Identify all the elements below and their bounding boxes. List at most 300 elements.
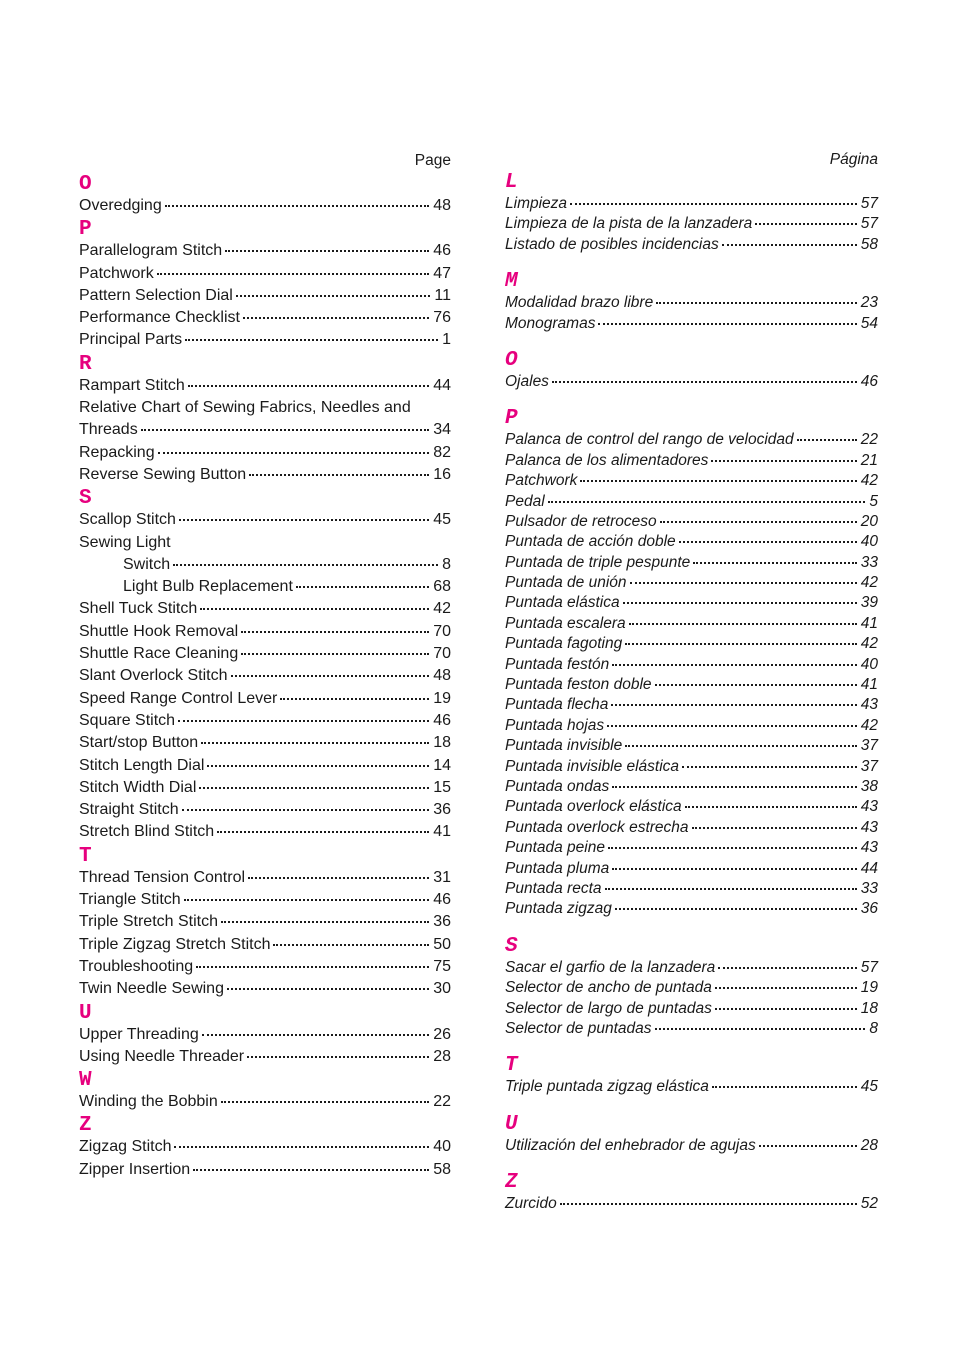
- index-entry: [79, 598, 451, 620]
- dot-leader: [182, 809, 430, 811]
- entry-page-number: 37: [860, 737, 878, 755]
- entry-page-number: 68: [433, 578, 451, 596]
- entry-page-number: 14: [433, 756, 451, 774]
- entry-page-number: 39: [860, 594, 878, 612]
- dot-leader: [612, 664, 856, 666]
- index-entry: [505, 1136, 878, 1156]
- entry-page-number: 8: [442, 555, 451, 573]
- entry-page-number: 44: [433, 376, 451, 394]
- index-entry: [79, 285, 451, 307]
- dot-leader: [221, 1101, 429, 1103]
- entry-page-number: 38: [860, 777, 878, 795]
- section-letter: M: [505, 270, 518, 294]
- index-entry: [79, 732, 451, 754]
- index-entry: [79, 777, 451, 799]
- entry-page-number: 22: [860, 431, 878, 449]
- entry-page-number: 48: [433, 667, 451, 685]
- index-section: [79, 172, 451, 217]
- entry-page-number: 41: [860, 676, 878, 694]
- index-entry: [79, 442, 451, 464]
- dot-leader: [715, 987, 857, 989]
- entry-text: Puntada overlock estrecha: [505, 818, 689, 836]
- index-entry: [79, 419, 451, 441]
- dot-leader: [612, 868, 856, 870]
- entry-page-number: 76: [433, 309, 451, 327]
- dot-leader: [623, 602, 857, 604]
- index-column-spanish: [505, 150, 878, 1214]
- entry-text: Puntada flecha: [505, 696, 609, 714]
- dot-leader: [715, 1008, 857, 1010]
- entry-page-number: 43: [860, 696, 878, 714]
- index-entry: [505, 958, 878, 978]
- dot-leader: [548, 501, 866, 503]
- index-entry: [505, 512, 878, 532]
- index-entry: [505, 451, 878, 471]
- dot-leader: [625, 745, 857, 747]
- entry-text: Puntada zigzag: [505, 900, 612, 918]
- index-entry: [505, 1194, 878, 1214]
- index-entry: [79, 195, 451, 217]
- entry-text: Threads: [79, 421, 138, 439]
- entry-text: Zurcido: [505, 1195, 557, 1213]
- dot-leader: [296, 586, 429, 588]
- entry-text: Puntada elástica: [505, 594, 620, 612]
- index-entry: [505, 293, 878, 313]
- dot-leader: [174, 1146, 429, 1148]
- entry-text: Puntada de unión: [505, 574, 627, 592]
- dot-leader: [200, 608, 429, 610]
- index-entry: [79, 755, 451, 777]
- section-letter: R: [79, 352, 92, 376]
- dot-leader: [615, 908, 857, 910]
- entry-text: Triple Stretch Stitch: [79, 913, 219, 931]
- section-letter: O: [505, 348, 518, 372]
- index-entry: [79, 688, 451, 710]
- entry-text: Principal Parts: [79, 331, 183, 349]
- index-entry: [79, 1136, 451, 1158]
- index-section: [505, 1170, 878, 1214]
- dot-leader: [217, 831, 429, 833]
- entry-text: Puntada de triple pespunte: [505, 553, 691, 571]
- index-entry: [505, 695, 878, 715]
- dot-leader: [693, 562, 856, 564]
- index-entry: [505, 573, 878, 593]
- index-entry: [79, 329, 451, 351]
- index-entry: [505, 736, 878, 756]
- dot-leader: [227, 988, 429, 990]
- dot-leader: [201, 742, 429, 744]
- entry-page-number: 46: [433, 242, 451, 260]
- entry-text: Straight Stitch: [79, 801, 179, 819]
- entry-page-number: 5: [869, 492, 878, 510]
- index-entry: [79, 911, 451, 933]
- dot-leader: [712, 1086, 857, 1088]
- entry-text: Utilización del enhebrador de agujas: [505, 1136, 756, 1154]
- dot-leader: [141, 429, 430, 431]
- index-column-english: [79, 150, 451, 1181]
- index-entry: [505, 194, 878, 214]
- dot-leader: [185, 339, 438, 341]
- entry-page-number: 47: [433, 264, 451, 282]
- entry-page-number: 48: [433, 197, 451, 214]
- dot-leader: [248, 877, 429, 879]
- dot-leader: [608, 847, 857, 849]
- index-entry: [505, 999, 878, 1019]
- index-entry: [79, 889, 451, 911]
- entry-text: Puntada ondas: [505, 777, 610, 795]
- entry-page-number: 42: [433, 600, 451, 618]
- section-letter: S: [505, 934, 518, 958]
- page-column-header: Page: [414, 152, 451, 169]
- index-section: [505, 170, 878, 255]
- index-entry: [505, 471, 878, 491]
- entry-page-number: 33: [860, 553, 878, 571]
- dot-leader: [755, 223, 856, 225]
- entry-text: Shuttle Hook Removal: [79, 622, 239, 640]
- entry-text: Puntada pluma: [505, 859, 610, 877]
- entry-text: Puntada overlock elástica: [505, 798, 682, 816]
- dot-leader: [685, 806, 857, 808]
- entry-page-number: 28: [433, 1047, 451, 1065]
- dot-leader: [173, 564, 438, 566]
- index-entry: [505, 818, 878, 838]
- index-entry: [79, 710, 451, 732]
- entry-page-number: 45: [433, 511, 451, 529]
- dot-leader: [552, 381, 857, 383]
- index-entry: [79, 464, 451, 486]
- index-entry: [79, 643, 451, 665]
- dot-leader: [193, 1169, 429, 1171]
- entry-text: Reverse Sewing Button: [79, 465, 247, 483]
- index-sections: [79, 172, 451, 1181]
- entry-page-number: 11: [434, 286, 451, 304]
- entry-text: Selector de largo de puntadas: [505, 999, 712, 1017]
- entry-text: Puntada peine: [505, 839, 605, 857]
- entry-text: Light Bulb Replacement: [123, 578, 293, 596]
- index-entry: [505, 235, 878, 255]
- index-entry: [505, 634, 878, 654]
- entry-page-number: 70: [433, 645, 451, 663]
- dot-leader: [196, 966, 429, 968]
- entry-page-number: 70: [433, 622, 451, 640]
- dot-leader: [679, 541, 857, 543]
- entry-page-number: 19: [433, 689, 451, 707]
- entry-text: Stitch Length Dial: [79, 756, 205, 774]
- index-entry: [505, 532, 878, 552]
- entry-page-number: 36: [860, 900, 878, 918]
- index-entry: [505, 372, 878, 392]
- dot-leader: [199, 787, 429, 789]
- index-entry: [505, 777, 878, 797]
- dot-leader: [221, 921, 429, 923]
- entry-page-number: 41: [433, 823, 451, 841]
- index-entry: [79, 532, 451, 554]
- dot-leader: [157, 273, 430, 275]
- index-entry: [79, 1046, 451, 1068]
- entry-text: Winding the Bobbin: [79, 1093, 218, 1111]
- entry-text: Pulsador de retroceso: [505, 512, 657, 530]
- section-letter: S: [79, 487, 92, 511]
- index-entry: [79, 934, 451, 956]
- section-letter: U: [505, 1112, 518, 1136]
- index-entry: [79, 867, 451, 889]
- entry-text: Puntada feston doble: [505, 676, 652, 694]
- index-entry: [505, 859, 878, 879]
- dot-leader: [280, 698, 429, 700]
- dot-leader: [598, 323, 856, 325]
- section-letter: T: [79, 844, 92, 868]
- entry-page-number: 21: [860, 451, 878, 469]
- entry-text: Rampart Stitch: [79, 376, 185, 394]
- index-entry: [79, 509, 451, 531]
- dot-leader: [231, 675, 430, 677]
- entry-page-number: 23: [860, 294, 878, 312]
- entry-text: Pedal: [505, 492, 545, 510]
- entry-page-number: 75: [433, 957, 451, 975]
- dot-leader: [188, 385, 429, 387]
- entry-text: Puntada invisible elástica: [505, 757, 680, 775]
- entry-text: Ojales: [505, 372, 549, 390]
- dot-leader: [560, 1203, 857, 1205]
- entry-page-number: 15: [433, 778, 451, 796]
- index-entry: [505, 593, 878, 613]
- index-entry: [505, 1077, 878, 1097]
- entry-page-number: 42: [860, 574, 878, 592]
- index-entry: [79, 1159, 451, 1181]
- entry-page-number: 18: [860, 999, 878, 1017]
- entry-text: Listado de posibles incidencias: [505, 235, 719, 253]
- entry-text: Performance Checklist: [79, 309, 240, 327]
- dot-leader: [202, 1034, 429, 1036]
- entry-text: Monogramas: [505, 314, 596, 332]
- entry-page-number: 54: [860, 314, 878, 332]
- entry-text: Limpieza: [505, 195, 568, 212]
- dot-leader: [722, 244, 857, 246]
- entry-page-number: 42: [860, 716, 878, 734]
- entry-page-number: 36: [433, 913, 451, 931]
- entry-text: Sewing Light: [79, 533, 171, 551]
- entry-page-number: 1: [442, 331, 451, 349]
- entry-page-number: 22: [433, 1093, 451, 1111]
- entry-text: Square Stitch: [79, 711, 176, 729]
- index-entry: [79, 799, 451, 821]
- entry-text: Troubleshooting: [79, 957, 194, 975]
- entry-text: Zigzag Stitch: [79, 1138, 172, 1156]
- index-entry: [79, 240, 451, 262]
- index-entry: [79, 397, 451, 419]
- index-entry: [505, 838, 878, 858]
- entry-text: Stretch Blind Stitch: [79, 823, 215, 841]
- entry-page-number: 28: [860, 1136, 878, 1154]
- index-sections: [505, 170, 878, 1214]
- entry-page-number: 46: [860, 372, 878, 390]
- section-letter: Z: [79, 1114, 92, 1138]
- dot-leader: [611, 704, 856, 706]
- index-section: [79, 352, 451, 486]
- entry-text: Limpieza de la pista de la lanzadera: [505, 215, 753, 233]
- entry-page-number: 57: [860, 958, 878, 976]
- dot-leader: [692, 827, 857, 829]
- entry-text: Triple puntada zigzag elástica: [505, 1078, 709, 1096]
- entry-text: Puntada recta: [505, 879, 602, 897]
- index-section: [79, 1001, 451, 1069]
- index-entry: [505, 655, 878, 675]
- index-section: [505, 348, 878, 392]
- dot-leader: [625, 643, 857, 645]
- index-entry: [505, 492, 878, 512]
- entry-page-number: 31: [433, 868, 451, 886]
- section-letter: W: [79, 1069, 92, 1093]
- entry-page-number: 16: [433, 465, 451, 483]
- entry-page-number: 44: [860, 859, 878, 877]
- index-section: [79, 486, 451, 843]
- index-entry: [79, 375, 451, 397]
- entry-text: Selector de ancho de puntada: [505, 979, 712, 997]
- entry-text: Shell Tuck Stitch: [79, 600, 198, 618]
- entry-page-number: 43: [860, 798, 878, 816]
- entry-page-number: 45: [860, 1078, 878, 1096]
- dot-leader: [607, 725, 857, 727]
- index-entry: [79, 956, 451, 978]
- entry-text: Repacking: [79, 443, 155, 461]
- dot-leader: [580, 480, 856, 482]
- index-entry: [505, 675, 878, 695]
- entry-text: Puntada festón: [505, 655, 610, 673]
- index-entry: [505, 716, 878, 736]
- entry-text: Zipper Insertion: [79, 1160, 191, 1178]
- entry-text: Selector de puntadas: [505, 1019, 652, 1037]
- entry-text: Patchwork: [505, 472, 578, 490]
- index-entry: [79, 307, 451, 329]
- entry-text: Overedging: [79, 197, 162, 214]
- dot-leader: [225, 250, 429, 252]
- entry-text: Shuttle Race Cleaning: [79, 645, 239, 663]
- section-letter: U: [79, 1001, 92, 1025]
- index-section: [505, 406, 878, 919]
- section-letter: Z: [505, 1171, 518, 1195]
- index-entry: [505, 757, 878, 777]
- index-section: [505, 269, 878, 334]
- entry-text: Using Needle Threader: [79, 1047, 245, 1065]
- index-entry: [79, 978, 451, 1000]
- entry-text: Relative Chart of Sewing Fabrics, Needles and: [79, 399, 411, 417]
- index-section: [79, 1113, 451, 1181]
- index-entry: [505, 797, 878, 817]
- section-letter: L: [505, 171, 518, 194]
- dot-leader: [184, 899, 430, 901]
- entry-page-number: 34: [433, 421, 451, 439]
- dot-leader: [759, 1145, 857, 1147]
- index-section: [505, 1112, 878, 1156]
- index-entry: [79, 665, 451, 687]
- index-entry: [505, 553, 878, 573]
- dot-leader: [247, 1056, 429, 1058]
- entry-text: Puntada de acción doble: [505, 533, 676, 551]
- entry-page-number: 18: [433, 734, 451, 752]
- entry-text: Stitch Width Dial: [79, 778, 197, 796]
- entry-page-number: 57: [860, 195, 878, 212]
- index-entry: [505, 214, 878, 234]
- section-letter: O: [79, 173, 92, 196]
- entry-page-number: 46: [433, 711, 451, 729]
- dot-leader: [165, 205, 429, 207]
- entry-page-number: 46: [433, 891, 451, 909]
- entry-text: Parallelogram Stitch: [79, 242, 223, 260]
- index-section: [79, 1068, 451, 1113]
- index-entry: [505, 879, 878, 899]
- entry-page-number: 30: [433, 980, 451, 998]
- entry-page-number: 8: [869, 1019, 878, 1037]
- dot-leader: [243, 317, 429, 319]
- dot-leader: [629, 623, 857, 625]
- index-section: [79, 844, 451, 1001]
- entry-text: Patchwork: [79, 264, 154, 282]
- dot-leader: [711, 460, 856, 462]
- entry-text: Puntada escalera: [505, 614, 626, 632]
- dot-leader: [797, 439, 857, 441]
- dot-leader: [249, 474, 429, 476]
- dot-leader: [718, 967, 857, 969]
- entry-page-number: 42: [860, 472, 878, 490]
- entry-page-number: 19: [860, 979, 878, 997]
- index-entry: [79, 821, 451, 843]
- entry-page-number: 58: [860, 235, 878, 253]
- entry-text: Upper Threading: [79, 1025, 199, 1043]
- entry-text: Twin Needle Sewing: [79, 980, 224, 998]
- page-column-header: Página: [829, 151, 878, 168]
- index-entry: [505, 614, 878, 634]
- entry-page-number: 58: [433, 1160, 451, 1178]
- entry-page-number: 50: [433, 935, 451, 953]
- entry-page-number: 26: [433, 1025, 451, 1043]
- entry-text: Switch: [123, 555, 171, 573]
- index-entry: [79, 554, 451, 576]
- index-entry: [505, 314, 878, 334]
- entry-page-number: 43: [860, 818, 878, 836]
- entry-text: Speed Range Control Lever: [79, 689, 278, 707]
- dot-leader: [158, 452, 430, 454]
- entry-page-number: 42: [860, 635, 878, 653]
- entry-page-number: 37: [860, 757, 878, 775]
- entry-text: Palanca de los alimentadores: [505, 451, 709, 469]
- dot-leader: [241, 631, 429, 633]
- dot-leader: [179, 519, 429, 521]
- entry-page-number: 36: [433, 801, 451, 819]
- dot-leader: [605, 888, 857, 890]
- entry-text: Triple Zigzag Stretch Stitch: [79, 935, 271, 953]
- entry-text: Triangle Stitch: [79, 891, 181, 909]
- section-letter: T: [505, 1054, 518, 1078]
- entry-page-number: 41: [860, 614, 878, 632]
- dot-leader: [656, 302, 857, 304]
- entry-page-number: 52: [860, 1195, 878, 1213]
- entry-text: Sacar el garfio de la lanzadera: [505, 958, 716, 976]
- entry-text: Pattern Selection Dial: [79, 286, 233, 304]
- entry-page-number: 82: [433, 443, 451, 461]
- entry-text: Puntada hojas: [505, 716, 605, 734]
- index-entry: [79, 1024, 451, 1046]
- section-letter: P: [79, 218, 92, 242]
- entry-text: Start/stop Button: [79, 734, 199, 752]
- entry-text: Scallop Stitch: [79, 511, 176, 529]
- entry-text: Puntada invisible: [505, 737, 623, 755]
- dot-leader: [178, 720, 429, 722]
- index-section: [79, 217, 451, 351]
- dot-leader: [682, 766, 857, 768]
- dot-leader: [612, 786, 856, 788]
- index-section: [505, 1053, 878, 1097]
- dot-leader: [630, 582, 857, 584]
